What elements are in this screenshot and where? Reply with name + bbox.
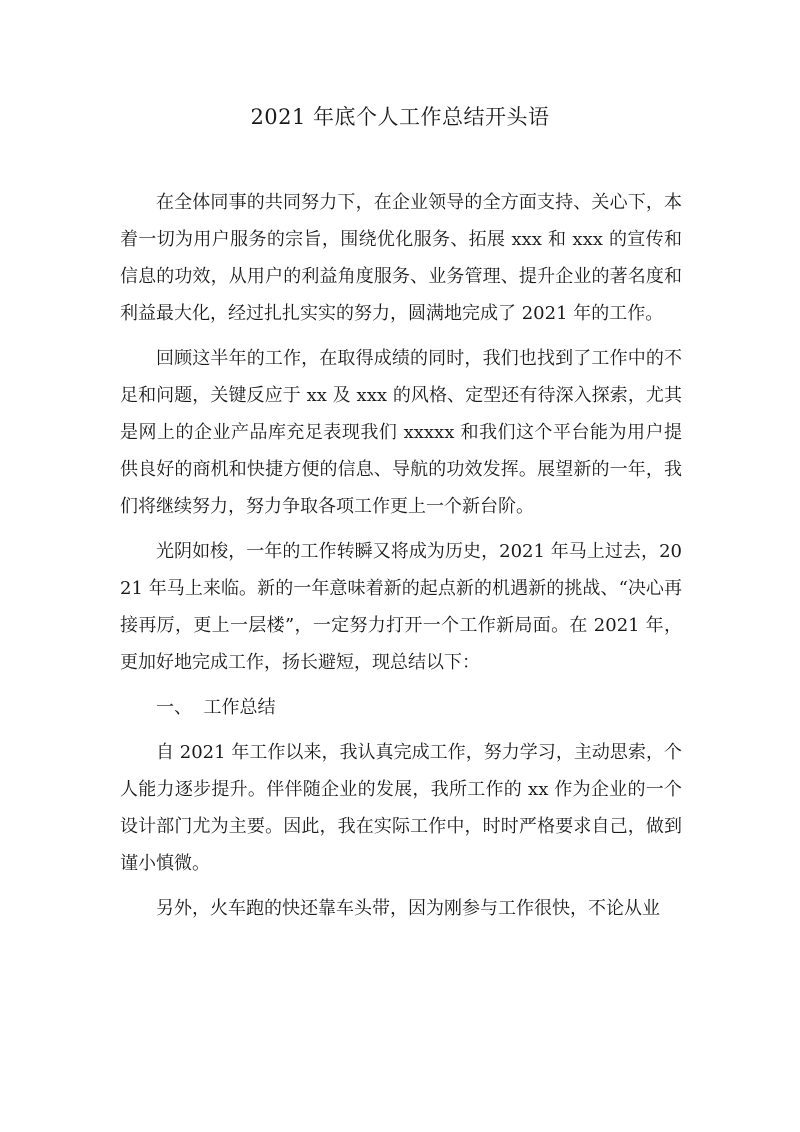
document-body xyxy=(120,184,682,935)
document-title: 2021 年底个人工作总结开头语 xyxy=(250,105,550,129)
paragraph-new-year: 光阴如梭，一年的工作转瞬又将成为历史，2021 年马上过去，2021 年马上来临。新的一年意味着新的起点新的机遇新的挑战、“决心再接再厉，更上一层楼”，一定努力打开一个工作新局面。在 2021 年，更加好地完成工作，扬长避短，现总结以下： xyxy=(120,541,682,673)
paragraph-work-summary: 自 2021 年工作以来，我认真完成工作，努力学习，主动思索，个人能力逐步提升。伴伴随企业的发展，我所工作的 xx 作为企业的一个设计部门尤为主要。因此，我在实际工作中，时时严格要求自己，做到谨小慎微。 xyxy=(120,742,682,874)
paragraph-intro: 在全体同事的共同努力下，在企业领导的全方面支持、关心下，本着一切为用户服务的宗旨，围绕优化服务、拓展 xxx 和 xxx 的宣传和信息的功效，从用户的利益角度服务、业务管理、提升企业的著名度和利益最大化，经过扎扎实实的努力，圆满地完成了 2021 年的工作。 xyxy=(120,192,682,324)
paragraph-review: 回顾这半年的工作，在取得成绩的同时，我们也找到了工作中的不足和问题，关键反应于 xx 及 xxx 的风格、定型还有待深入探索，尤其是网上的企业产品库充足表现我们 xxxxx 和我们这个平台能为用户提供良好的商机和快捷方便的信息、导航的功效发挥。展望新的一年，我们将继续努力，努力争取各项工作更上一个新台阶。 xyxy=(120,348,682,517)
section-heading-work-summary: 一、 工作总结 xyxy=(156,697,276,718)
paragraph-additional: 另外，火车跑的快还靠车头带，因为刚参与工作很快，不论从业 xyxy=(156,898,660,919)
